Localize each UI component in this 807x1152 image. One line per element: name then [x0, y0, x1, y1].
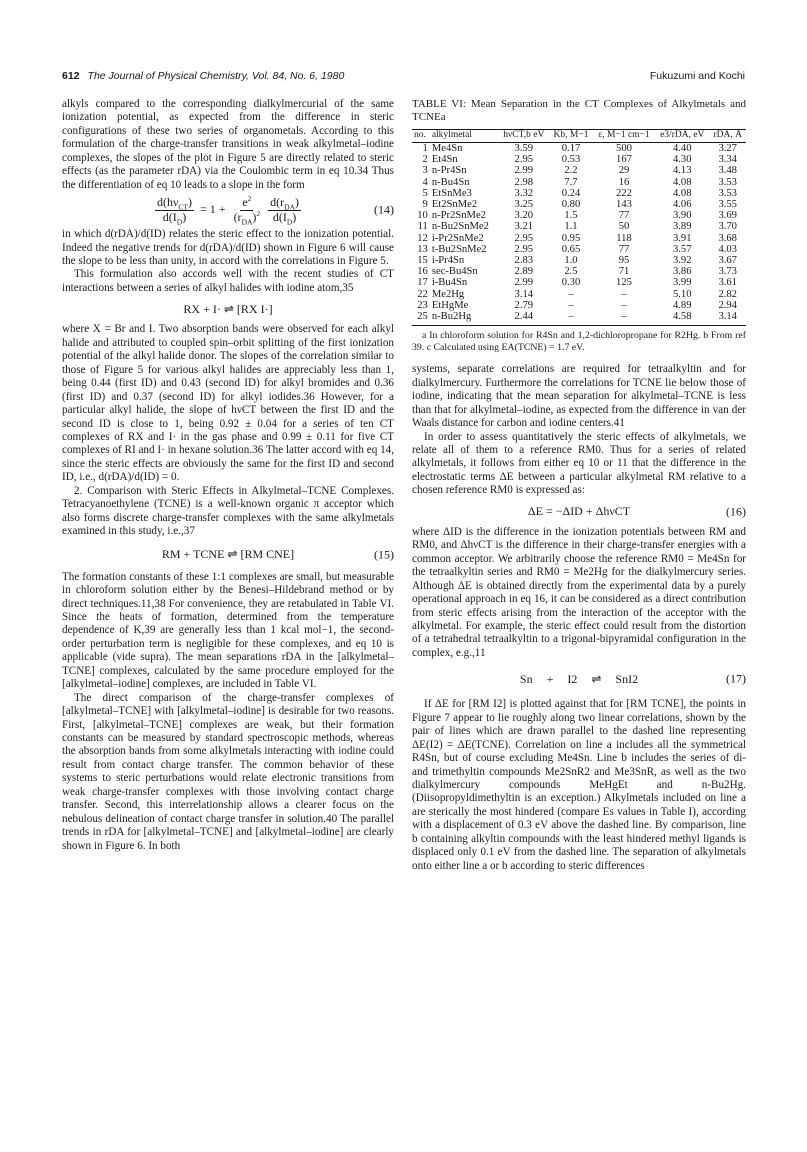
table-cell: Et4Sn — [431, 154, 458, 166]
equation-text: RM + TCNE ⇌ [RM CNE] — [161, 546, 295, 561]
table-cell: 4.40 — [672, 143, 692, 154]
table-cell: 3.99 — [672, 277, 692, 289]
table-cell: – — [621, 299, 627, 311]
reactant-tin: Sn — [519, 671, 533, 686]
table-row — [412, 233, 746, 244]
paragraph: 2. Comparison with Steric Effects in Alkylmetal–TCNE Complexes. Tetracyanoethylene (TCNE) is a well-known organic π acceptor which also forms discrete charge-transfer complexes with the same alkylmetals examined in this study, i.e.,37 — [62, 484, 394, 538]
table-cell: 3.91 — [672, 232, 692, 244]
table-cell: – — [568, 299, 574, 311]
equation-number: (14) — [374, 202, 394, 217]
table-cell: 2.44 — [498, 311, 549, 326]
paragraph: systems, separate correlations are required for tetraalkyltin and for dialkylmercury. Furthermore the correlations for TCNE lie below those of iodine, indicating that the mean separation for alkylmetal–TCNE is less than that for alkylmetal–iodine, as expected from the difference in van der Waals distance for carbon and iodine centers.41 — [412, 363, 746, 430]
table-row — [412, 199, 746, 210]
table-cell: 3.14 — [514, 288, 534, 300]
table-cell: 22 — [417, 288, 428, 300]
table-cell: 0.95 — [561, 232, 581, 244]
table-cell: 2.94 — [718, 299, 737, 311]
table-cell: 2.95 — [514, 243, 534, 255]
table-cell: 0.53 — [561, 154, 581, 166]
col-header: e3/rDA, eV — [655, 130, 709, 143]
paragraph: where ΔID is the difference in the ionization potentials between RM and RM0, and ΔhνCT is the difference in their charge-transfer energies with a common acceptor. We arbitrarily choose the reference RM0 = Me4Sn for the tetraalkyltin series and RM0 = Me2Hg for the dialkylmercury series. Although ΔE is obtained directly from the experimental data by a purely operational approach in eq 16, it can be considered as a direct contribution from steric effects arising from the interaction of the acceptor with the alkylmetal. For example, the steric effect could result from the distortion of a tetrahedral tetraalkyltin to a trigonal-bipyramidal configuration in the complex, e.g.,11 — [412, 525, 746, 659]
table-row — [412, 165, 746, 176]
table-cell: 17 — [417, 277, 428, 289]
authors-header: Fukuzumi and Kochi — [649, 70, 745, 82]
table-cell: 3.61 — [718, 277, 737, 289]
fraction: $\frac{d(r_{DA})}{d(I_D)}$ — [270, 195, 299, 227]
table-cell: 5.10 — [672, 288, 692, 300]
table-cell: 95 — [618, 255, 630, 267]
table-cell: 77 — [618, 210, 630, 222]
fraction: $\frac{d(h\nu_{CT})}{d(I_D)}$ — [157, 195, 193, 227]
paragraph: alkyls compared to the corresponding dialkylmercurial of the same ionization potential, as expected from the difference in steric configurations of these two series of organometals. According to this formulation of the charge-transfer transitions in weak alkylmetal–iodine complexes, the slopes of the plot in Figure 5 are directly related to steric effects (as the parameter rDA) via the Coulombic term in eq 10.34 Thus the differentiation of eq 10 leads to a slope in the form — [62, 98, 394, 191]
table-cell: 167 — [616, 154, 632, 166]
table-cell: 3.69 — [718, 210, 737, 222]
table-row — [412, 244, 746, 255]
table-row — [412, 311, 746, 326]
table-row — [412, 255, 746, 266]
equation-16 — [412, 502, 746, 522]
table-cell: 3.32 — [514, 187, 534, 199]
col-header: hνCT,b eV — [498, 130, 549, 143]
equation-15 — [62, 543, 394, 567]
table-cell: 143 — [616, 199, 632, 211]
table-cell: 2.89 — [514, 266, 534, 278]
table-cell: 0.17 — [561, 143, 581, 154]
table-cell: 1.5 — [564, 210, 578, 222]
table-cell: t-Bu2SnMe2 — [431, 243, 487, 255]
table-cell: 2.82 — [718, 288, 737, 300]
table-row — [412, 277, 746, 288]
table-cell: 15 — [417, 255, 428, 267]
col-header: rDA, Å — [709, 130, 746, 143]
table-row — [412, 266, 746, 277]
table-cell: 3.34 — [718, 154, 737, 166]
table-cell: 9 — [422, 199, 428, 211]
table-cell: i-Bu4Sn — [431, 277, 468, 289]
table-cell: 4.08 — [672, 187, 692, 199]
table-cell: 1 — [422, 143, 428, 154]
equilibrium-arrow: ⇌ — [591, 671, 602, 686]
equation-rx: RX + I· ⇌ [RX I·] — [183, 301, 273, 316]
col-header: ε, M−1 cm−1 — [593, 130, 655, 143]
table-cell: 2.2 — [564, 165, 578, 177]
table-cell: 1.1 — [564, 221, 578, 233]
table-cell: 3.53 — [718, 187, 737, 199]
table-cell: n-Pr4Sn — [431, 165, 467, 177]
col-header: Kb, M−1 — [549, 130, 593, 143]
table-cell: 5 — [422, 187, 428, 199]
table-cell: 12 — [417, 232, 428, 244]
table-cell: 2.5 — [564, 266, 578, 278]
paragraph: In order to assess quantitatively the steric effects of alkylmetals, we relate all of them to a reference RM0. Thus for a series of related alkylmetals, it follows from either eq 10 or 11 that the difference in the electrostatic terms ΔE between a particular alkylmetal RM relative to a chosen reference RM0 is expressed as: — [412, 430, 746, 497]
table-cell: 0.80 — [561, 199, 581, 211]
table-cell: 3.53 — [718, 176, 737, 188]
table-cell: 71 — [618, 266, 630, 278]
table-cell: 3.21 — [514, 221, 534, 233]
table-cell: 3.55 — [718, 199, 737, 211]
table-cell: 2.99 — [514, 277, 534, 289]
page-number: 612 — [62, 70, 80, 82]
table-cell: 23 — [417, 299, 428, 311]
table-cell: 125 — [616, 277, 632, 289]
table-cell: 3.86 — [672, 266, 692, 278]
table-cell: 3.68 — [718, 232, 737, 244]
table-cell: 4 — [422, 176, 428, 188]
table-cell: 7.7 — [564, 176, 578, 188]
table-cell: 3.73 — [718, 266, 737, 278]
table-cell: 13 — [417, 243, 428, 255]
table-cell: 3.48 — [718, 165, 737, 177]
table-cell: 2.95 — [514, 154, 534, 166]
table-cell: 10 — [417, 210, 428, 222]
table-cell: 3.14 — [709, 311, 746, 326]
table-cell: 2.83 — [514, 255, 534, 267]
table-header-row — [412, 130, 746, 143]
table-cell: 2.98 — [514, 176, 534, 188]
table-body — [412, 143, 746, 326]
left-column — [62, 98, 394, 853]
table-cell: n-Bu4Sn — [431, 176, 470, 188]
table-cell: 77 — [618, 243, 630, 255]
paragraph: in which d(rDA)/d(ID) relates the steric effect to the ionization potential. Indeed the negative trends for d(rDA)/d(ID) shown in Figure 6 will cause the slope to be less than unity, in accord with the correlations in Figure 5. — [62, 228, 394, 267]
table-cell: Me2Hg — [431, 288, 465, 300]
table-footnote: a In chloroform solution for R4Sn and 1,2-dichloropropane for R2Hg. b From ref 39. c Calculated using EA(TCNE) = 1.7 eV. — [412, 330, 746, 353]
table-cell: 2.99 — [514, 165, 534, 177]
table-cell: 3.59 — [514, 143, 534, 154]
paragraph: where X = Br and I. Two absorption bands were observed for each alkyl halide and attributed to coupled spin–orbit splitting of the first ionization potential of the alkyl halide donor. The slopes of the correlation similar to those of Figure 5 for various alkyl halides are appreciably less than 1, being 0.44 (first ID) and 0.43 (second ID) for alkyl bromides and 0.36 (first ID) and 0.37 (second ID) for alkyl iodides.36 However, for a particular alkyl halide, the slope of hνCT between the first ID and the second ID is close to 1, being 0.92 ± 0.04 for a series of ten CT complexes of RX and I· in the gas phase and 0.99 ± 0.11 for five CT complexes of RI and I· in hexane solution.36 The latter accord with eq 14, since the steric effects are obviously the same for the first ID and second ID, i.e., d(rDA)/d(ID) = 0. — [62, 323, 394, 484]
table-cell: 500 — [616, 143, 632, 154]
table-cell: sec-Bu4Sn — [431, 266, 478, 278]
table-cell: 2 — [422, 154, 428, 166]
reactant-iodine: I2 — [567, 671, 578, 686]
table-cell: 0.24 — [561, 187, 581, 199]
table-cell: 16 — [618, 176, 630, 188]
table-cell: 1.0 — [564, 255, 578, 267]
table-cell: 11 — [417, 221, 428, 233]
data-table — [412, 129, 746, 326]
table-row — [412, 221, 746, 232]
table-cell: 3.67 — [718, 255, 737, 267]
table-row — [412, 188, 746, 199]
paragraph: This formulation also accords well with the recent studies of CT interactions between a series of alkyl halides with iodine atom,35 — [62, 268, 394, 294]
table-row — [412, 154, 746, 165]
table-cell: 0.30 — [561, 277, 581, 289]
equation-number: (17) — [726, 671, 746, 686]
paragraph: If ΔE for [RM I2] is plotted against that for [RM TCNE], the points in Figure 7 appear to lie roughly along two linear correlations, shown by the pair of lines which are drawn parallel to the dashed line representing ΔE(I2) = ΔE(TCNE). Correlation on line a includes all the symmetrical R4Sn, but of course excluding Me4Sn. Line b includes the series of di- and trimethyltin compounds Me2SnR2 and Me3SnR, as well as the two dialkylmercury compounds MeHgEt and n-Bu2Hg. (Diisopropyldimethyltin is an exception.) Alkylmetals included on line a are sterically the most hindered (compare Es values in Table I), according with a displacement of 0.3 eV above the dashed line. By comparison, line b containing alkyltin compounds with the least hindered methyl ligands is displaced only 0.1 eV from the dashed line. The separation of alkylmetals onto either line a or b according to steric differences — [412, 698, 746, 872]
table-cell: 3.20 — [514, 210, 534, 222]
table-cell: i-Pr4Sn — [431, 255, 465, 267]
table-cell: – — [568, 288, 574, 300]
fraction: $\frac{e^2}{(r_{DA})^2}$ — [233, 194, 261, 227]
table-cell: 118 — [616, 232, 632, 244]
table-cell: 4.08 — [672, 176, 692, 188]
equation-14: $\frac{d(h\nu_{CT})}{d(I_D)}$ = 1 + $\frac{e^2}{(r_{DA})^2}$ $\frac{d(r_{DA})}{d(I_D)}$ (14) — [157, 194, 394, 227]
table-cell: 4.89 — [672, 299, 692, 311]
table-cell: – — [549, 311, 593, 326]
table-row — [412, 177, 746, 188]
col-header: no. — [412, 130, 430, 143]
table-cell: 50 — [618, 221, 630, 233]
product-complex: SnI2 — [615, 671, 639, 686]
table-cell: 4.58 — [655, 311, 709, 326]
table-cell: n-Bu2Hg — [430, 311, 499, 326]
table-cell: EtSnMe3 — [431, 187, 472, 199]
table-cell: 3 — [422, 165, 428, 177]
table-cell: – — [593, 311, 655, 326]
table-cell: 3.89 — [672, 221, 692, 233]
table-cell: 222 — [616, 187, 632, 199]
table-cell: 4.13 — [672, 165, 692, 177]
table-cell: i-Pr2SnMe2 — [431, 232, 484, 244]
table-cell: 4.06 — [672, 199, 692, 211]
right-column — [412, 98, 746, 873]
table-cell: 4.03 — [718, 243, 737, 255]
paragraph: The direct comparison of the charge-transfer complexes of [alkylmetal–TCNE] with [alkylmetal–iodine] is desirable for two reasons. First, [alkylmetal–TCNE] complexes are weak, but their formation constants can be measured by standard spectroscopic methods, whereas the absorption bands from some alkylmetals interacting with iodine could result from contact charge transfer. The common behavior of these systems to steric perturbations would relate electronic transitions from weak charge-transfer complexes with those involving contact charge transfer. Second, this interrelationship allows a clearer focus on the nebulous delineation of contact charge transfer in solution.40 The parallel trends in rDA for [alkylmetal–TCNE] and [alkylmetal–iodine] are clearly shown in Figure 6. In both — [62, 691, 394, 852]
table-cell: 3.27 — [718, 143, 737, 154]
table-cell: 4.30 — [672, 154, 692, 166]
table-cell: 16 — [417, 266, 428, 278]
col-header: alkylmetal — [430, 130, 499, 143]
table-cell: 25 — [412, 311, 430, 326]
table-cell: n-Bu2SnMe2 — [431, 221, 489, 233]
equation-number: (16) — [726, 504, 746, 519]
equation-text: ΔE = −ΔID + ΔhνCT — [527, 504, 631, 519]
table-cell: – — [621, 288, 627, 300]
equation-number: (15) — [374, 546, 394, 561]
table-cell: n-Pr2SnMe2 — [431, 210, 486, 222]
paragraph: The formation constants of these 1:1 complexes are small, but measurable in chloroform solution either by the Benesi–Hildebrand method or by direct techniques.11,38 For convenience, they are retabulated in Table VI. Since the heats of formation, determined from the temperature dependence of K,39 are generally less than 1 kcal mol−1, the second-order perturbation term is negligible for these complexes, and eq 10 is applicable (vide supra). The mean separations rDA in the [alkylmetal–TCNE] complexes, calculated by the same procedure employed for the [alkylmetal–iodine] complexes, are included in Table VI. — [62, 570, 394, 691]
table-row — [412, 143, 746, 155]
table-row — [412, 289, 746, 300]
table-title: TABLE VI: Mean Separation in the CT Complexes of Alkylmetals and TCNEa — [412, 98, 746, 123]
equation-17: Sn + I2 ⇌ SnI2 (17) — [519, 671, 746, 686]
table-cell: 3.90 — [672, 210, 692, 222]
table-cell: 0.65 — [561, 243, 581, 255]
table-cell: 3.70 — [718, 221, 737, 233]
table-cell: 2.95 — [514, 232, 534, 244]
table-cell: Et2SnMe2 — [431, 199, 478, 211]
table-cell: EtHgMe — [431, 299, 469, 311]
table-row — [412, 210, 746, 221]
journal-header — [62, 70, 344, 82]
journal-title: The Journal of Physical Chemistry, Vol. 84, No. 6, 1980 — [87, 70, 345, 82]
table-cell: 2.79 — [514, 299, 534, 311]
table-cell: 3.57 — [672, 243, 692, 255]
table-cell: 3.92 — [672, 255, 692, 267]
table-row — [412, 300, 746, 311]
page-header — [62, 70, 745, 86]
table-cell: 29 — [618, 165, 630, 177]
table-cell: Me4Sn — [431, 143, 463, 154]
table-cell: 3.25 — [514, 199, 534, 211]
